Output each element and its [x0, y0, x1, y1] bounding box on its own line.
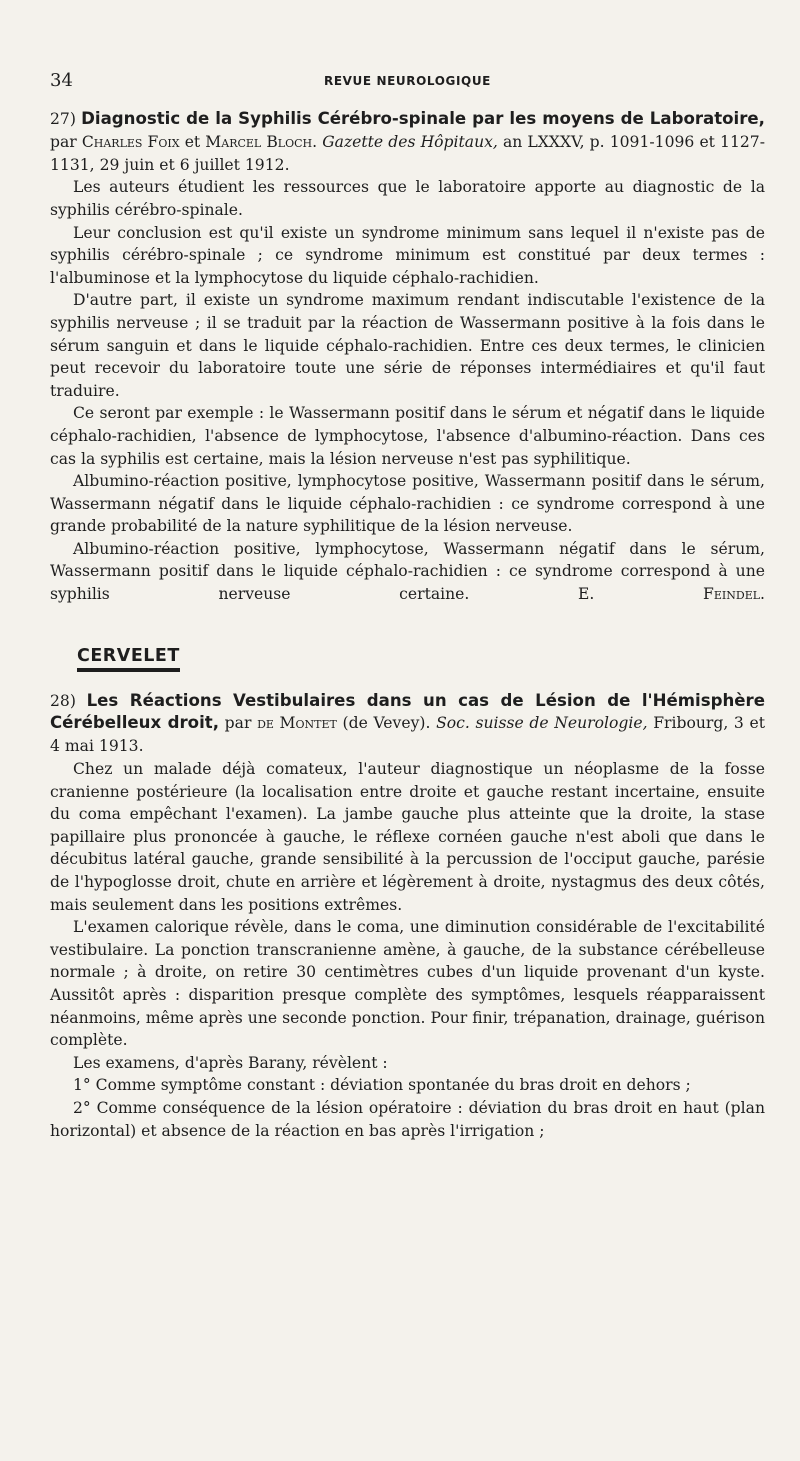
list-item: 2° Comme conséquence de la lésion opératoire : déviation du bras droit en haut (plan horizontal) et absence de la réaction en bas après l'irrigation ;: [50, 1098, 765, 1140]
paragraph-text: Albumino-réaction positive, lymphocytose, Wassermann négatif dans le sérum, Wassermann positif dans le liquide céphalo-rachidien : ce syndrome correspond à une syphilis nerveuse certaine.: [50, 539, 765, 604]
paragraph: L'examen calorique révèle, dans le coma, une diminution considérable de l'excitabilité vestibulaire. La ponction transcranienne amène, à gauche, de la substance cérébelleuse normale ; à droite, on retire 30 centimètres cubes d'un liquide provenant d'un kyste. Aussitôt après : disparition presque complète des symptômes, lesquels réapparaissent néanmoins, même après une seconde ponction. Pour finir, trépanation, drainage, guérison complète.: [50, 918, 765, 1050]
author-name: Marcel Bloch.: [205, 132, 318, 151]
entry-number: 28): [50, 691, 76, 710]
par-word: par: [50, 132, 77, 151]
paragraph: Les examens, d'après Barany, révèlent :: [73, 1053, 388, 1072]
paragraph: Leur conclusion est qu'il existe un syndrome minimum sans lequel il n'existe pas de syphilis cérébro-spinale ; ce syndrome minimum est constitué par deux termes : l'albuminose et la lymphocytose du liquide céphalo-rachidien.: [50, 223, 765, 287]
entry-28-heading: [50, 690, 765, 758]
entry-title: Les Réactions Vestibulaires dans un cas de Lésion de l'Hémisphère Cérébelleux droit,: [50, 690, 765, 733]
author-place: (de Vevey).: [342, 714, 431, 733]
citation: Fribourg, 3 et 4 mai 1913.: [50, 714, 765, 756]
list-item: 1° Comme symptôme constant : déviation spontanée du bras droit en dehors ;: [73, 1076, 691, 1095]
journal-title: REVUE NEUROLOGIQUE: [324, 74, 491, 88]
paragraph: Albumino-réaction positive, lymphocytose positive, Wassermann positif dans le sérum, Wassermann négatif dans le liquide céphalo-rachidien : ce syndrome correspond à une grande probabilité de la nature syphilitique de la lésion nerveuse.: [50, 472, 765, 536]
author-name: Charles Foix: [81, 132, 180, 151]
page-number: 34: [50, 70, 73, 91]
paragraph: D'autre part, il existe un syndrome maximum rendant indiscutable l'existence de la syphilis nerveuse ; il se traduit par la réaction de Wassermann positive à la fois dans le sérum sanguin et dans le liquide céphalo-rachidien. Entre ces deux termes, le clinicien peut recevoir du laboratoire toute une série de réponses intermédiaires et qu'il faut traduire.: [50, 291, 765, 400]
entry-title: Diagnostic de la Syphilis Cérébro-spinale par les moyens de Laboratoire,: [81, 109, 765, 128]
journal-name: Soc. suisse de Neurologie,: [436, 714, 648, 733]
section-heading: [50, 646, 180, 672]
par-word: par: [224, 714, 252, 733]
signature: E. Feindel.: [578, 585, 765, 604]
entry-number: 27): [50, 110, 76, 128]
running-head: [50, 70, 765, 94]
paragraph: Ce seront par exemple : le Wassermann positif dans le sérum et négatif dans le liquide céphalo-rachidien, l'absence de lymphocytose, l'absence d'albumino-réaction. Dans ces cas la syphilis est certaine, mais la lésion nerveuse n'est pas syphilitique.: [50, 404, 765, 468]
section-title: CERVELET: [77, 646, 180, 672]
page: [50, 70, 765, 1142]
journal-name: Gazette des Hôpitaux,: [322, 132, 498, 151]
paragraph-signed: [50, 538, 765, 606]
author-name: de Montet: [257, 714, 337, 733]
citation: an LXXXV, p. 1091-1096 et 1127-1131, 29 juin et 6 juillet 1912.: [50, 132, 765, 174]
paragraph: Les auteurs étudient les ressources que le laboratoire apporte au diagnostic de la syphilis cérébro-spinale.: [50, 178, 765, 219]
paragraph: Chez un malade déjà comateux, l'auteur diagnostique un néoplasme de la fosse cranienne postérieure (la localisation entre droite et gauche restant incertaine, ensuite du coma empêchant l'examen). La jambe gauche plus atteinte que la droite, la stase papillaire plus prononcée à gauche, le réflexe cornéen gauche n'est aboli que dans le décubitus latéral gauche, grande sensibilité à la percussion de l'occiput gauche, parésie de l'hypoglosse droit, chute en arrière et légèrement à droite, nystagmus des deux côtés, mais seulement dans les positions extrêmes.: [50, 760, 765, 914]
entry-27-heading: [50, 108, 765, 176]
conjunction: et: [184, 132, 201, 151]
